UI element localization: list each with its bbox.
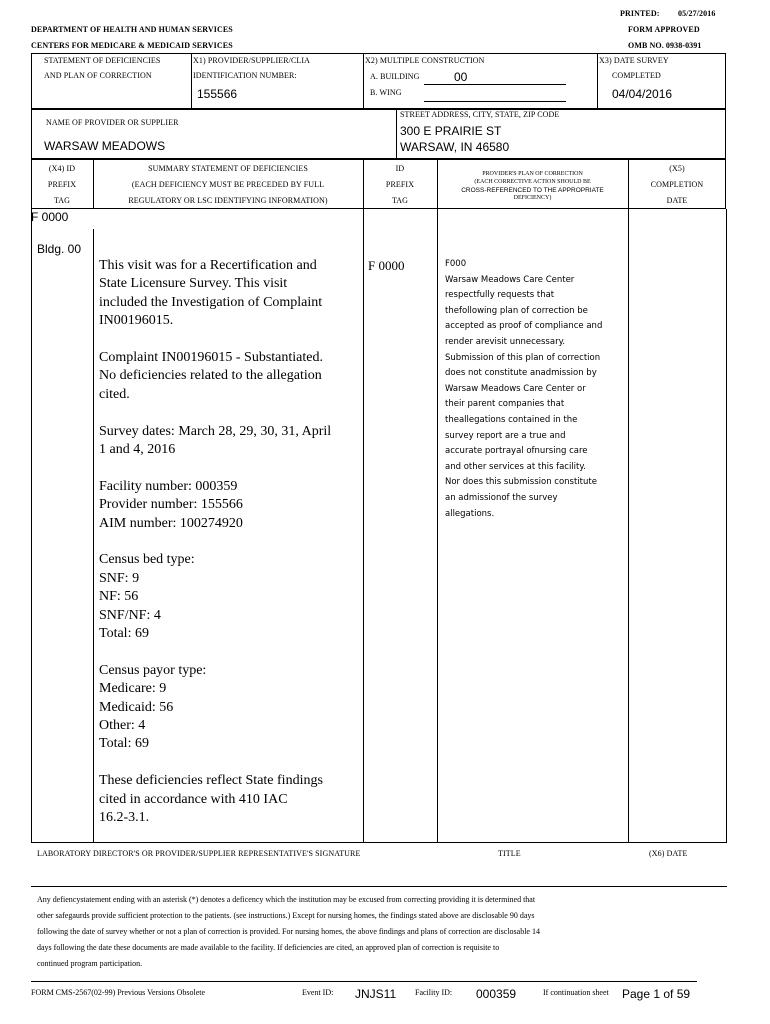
disclaimer-line: days following the date these documents are made available to the facility. If deficiencies are cited, an approved plan of correction is requisite to	[37, 943, 500, 952]
tag-left: F 0000	[31, 210, 69, 224]
summary-line: NF: 56	[99, 589, 139, 605]
summary-line: Census payor type:	[99, 662, 207, 678]
building-label: A. BUILDING	[370, 72, 420, 81]
summary-line: cited.	[99, 386, 130, 402]
summary-header-2: (EACH DEFICIENCY MUST BE PRECEDED BY FULL	[131, 180, 325, 189]
building-tag: Bldg. 00	[37, 242, 82, 256]
event-id-label: Event ID:	[302, 988, 334, 997]
facility-id-label: Facility ID:	[415, 988, 453, 997]
summary-line: IN00196015.	[99, 313, 174, 329]
summary-line: This visit was for a Recertification and	[99, 258, 317, 273]
poc-line: Submission of this plan of correction	[445, 352, 601, 363]
poc-line: Warsaw Meadows Care Center or	[445, 383, 586, 394]
summary-line: Medicaid: 56	[99, 699, 174, 715]
summary-line: SNF/NF: 4	[99, 607, 161, 623]
provider-name-label: NAME OF PROVIDER OR SUPPLIER	[46, 118, 179, 127]
summary-line: State Licensure Survey. This visit	[99, 276, 288, 292]
event-id-value: JNJS11	[355, 987, 397, 1001]
summary-paragraph	[99, 772, 361, 827]
id-header-2: PREFIX	[385, 180, 415, 189]
disclaimer-line: Any defiencystatement ending with an asterisk (*) denotes a deficency which the institution may be excused from correcting providing it is determined that	[37, 895, 536, 904]
provider-id-value: 155566	[197, 87, 238, 101]
centers-name: CENTERS FOR MEDICARE & MEDICAID SERVICES	[31, 41, 233, 50]
disclaimer-line: following the date of survey whether or not a plan of correction is provided. For nursing homes, the above findings and plans of correction are disclosable 14	[37, 927, 540, 936]
disclaimer-line: other safegaurds provide sufficient protection to the patients. (see instructions.) Except for nursing homes, the findings stated above are disclosable 90 days	[37, 911, 535, 920]
continuation-label: If continuation sheet	[543, 988, 609, 997]
x1-label: X1) PROVIDER/SUPPLIER/CLIA	[193, 56, 311, 65]
summary-paragraph	[99, 478, 361, 533]
address-label: STREET ADDRESS, CITY, STATE, ZIP CODE	[400, 110, 560, 119]
summary-line: These deficiencies reflect State findings	[99, 773, 323, 789]
tag-right: F 0000	[368, 258, 405, 273]
provider-name-value: WARSAW MEADOWS	[44, 139, 166, 153]
poc-line: accepted as proof of compliance and	[445, 321, 603, 332]
summary-header-1: SUMMARY STATEMENT OF DEFICIENCIES	[148, 164, 308, 173]
poc-line: allegations.	[445, 508, 495, 519]
summary-line: Facility number: 000359	[99, 478, 238, 494]
summary-line: Census bed type:	[99, 552, 195, 568]
summary-paragraph	[99, 551, 361, 643]
x5-header-3: DATE	[666, 196, 688, 205]
poc-line: F000	[445, 259, 467, 269]
x4-header-1: (X4) ID	[48, 164, 76, 173]
summary-line: Total: 69	[99, 736, 149, 752]
printed-label: PRINTED:	[620, 9, 660, 18]
x3-label-2: COMPLETED	[612, 71, 661, 80]
page-number: Page 1 of 59	[622, 987, 691, 1001]
x1-label-2: IDENTIFICATION NUMBER:	[193, 71, 297, 80]
poc-header-2: (EACH CORRECTIVE ACTION SHOULD BE	[474, 179, 591, 185]
summary-paragraph	[99, 662, 361, 754]
summary-line: Total: 69	[99, 626, 149, 642]
plan-of-correction	[445, 257, 627, 522]
x5-header-1: (X5)	[669, 164, 685, 173]
title-label: TITLE	[498, 849, 521, 858]
summary-line: No deficiencies related to the allegation	[99, 368, 322, 384]
survey-date-value: 04/04/2016	[612, 87, 673, 101]
summary-line: Medicare: 9	[99, 681, 167, 697]
form-number: FORM CMS-2567(02-99) Previous Versions Obsolete	[31, 988, 206, 997]
poc-line: thefollowing plan of correction be	[445, 305, 588, 316]
signature-label: LABORATORY DIRECTOR'S OR PROVIDER/SUPPLIER REPRESENTATIVE'S SIGNATURE	[37, 849, 361, 858]
form-approved: FORM APPROVED	[628, 25, 700, 34]
poc-line: Warsaw Meadows Care Center	[445, 274, 575, 285]
poc-header-1: PROVIDER'S PLAN OF CORRECTION	[482, 171, 583, 177]
disclaimer-text	[37, 892, 697, 972]
x4-header-2: PREFIX	[47, 180, 77, 189]
wing-label: B. WING	[370, 88, 402, 97]
summary-line: 1 and 4, 2016	[99, 442, 176, 458]
building-value: 00	[454, 70, 468, 84]
poc-header-3: CROSS-REFERENCED TO THE APPROPRIATE	[461, 187, 604, 194]
summary-statement	[99, 257, 361, 846]
x3-label: X3) DATE SURVEY	[599, 56, 669, 65]
id-header-1: ID	[395, 164, 405, 173]
department-name: DEPARTMENT OF HEALTH AND HUMAN SERVICES	[31, 25, 233, 34]
summary-paragraph	[99, 349, 361, 404]
poc-line: theallegations contained in the	[445, 414, 578, 425]
summary-line: Other: 4	[99, 718, 146, 734]
summary-line: Complaint IN00196015 - Substantiated.	[99, 350, 323, 366]
statement-label-2: AND PLAN OF CORRECTION	[44, 71, 152, 80]
omb-number: OMB NO. 0938-0391	[628, 41, 702, 50]
poc-line: respectfully requests that	[445, 290, 555, 301]
poc-line: survey report are a true and	[445, 430, 566, 441]
x4-header-3: TAG	[53, 196, 71, 205]
poc-line: does not constitute anadmission by	[445, 368, 597, 379]
date-label: (X6) DATE	[649, 849, 688, 858]
poc-line: an admissionof the survey	[445, 492, 558, 503]
poc-line: accurate portrayal ofnursing care	[445, 446, 588, 457]
summary-line: included the Investigation of Complaint	[99, 294, 323, 310]
summary-line: SNF: 9	[99, 570, 140, 586]
summary-line: cited in accordance with 410 IAC	[99, 791, 288, 807]
poc-line: Nor does this submission constitute	[445, 477, 597, 488]
summary-line: 16.2-3.1.	[99, 810, 150, 826]
x2-label: X2) MULTIPLE CONSTRUCTION	[365, 56, 485, 65]
statement-label-1: STATEMENT OF DEFICIENCIES	[44, 56, 161, 65]
address-line-1: 300 E PRAIRIE ST	[400, 124, 502, 138]
summary-line: AIM number: 100274920	[99, 515, 243, 531]
printed-date: 05/27/2016	[678, 9, 716, 18]
facility-id-value: 000359	[476, 987, 517, 1001]
address-line-2: WARSAW, IN 46580	[400, 140, 510, 154]
disclaimer-line: continued program participation.	[37, 959, 143, 968]
summary-line: Provider number: 155566	[99, 497, 243, 513]
summary-header-3: REGULATORY OR LSC IDENTIFYING INFORMATION)	[128, 196, 328, 205]
summary-paragraph	[99, 257, 361, 331]
poc-line: their parent companies that	[445, 399, 565, 410]
poc-line: and other services at this facility.	[445, 461, 586, 472]
x5-header-2: COMPLETION	[650, 180, 704, 189]
poc-header-4: DEFICIENCY)	[513, 195, 552, 201]
summary-paragraph	[99, 423, 361, 460]
poc-line: render arevisit unnecessary.	[445, 336, 566, 347]
summary-line: Survey dates: March 28, 29, 30, 31, April	[99, 423, 332, 439]
id-header-3: TAG	[391, 196, 409, 205]
